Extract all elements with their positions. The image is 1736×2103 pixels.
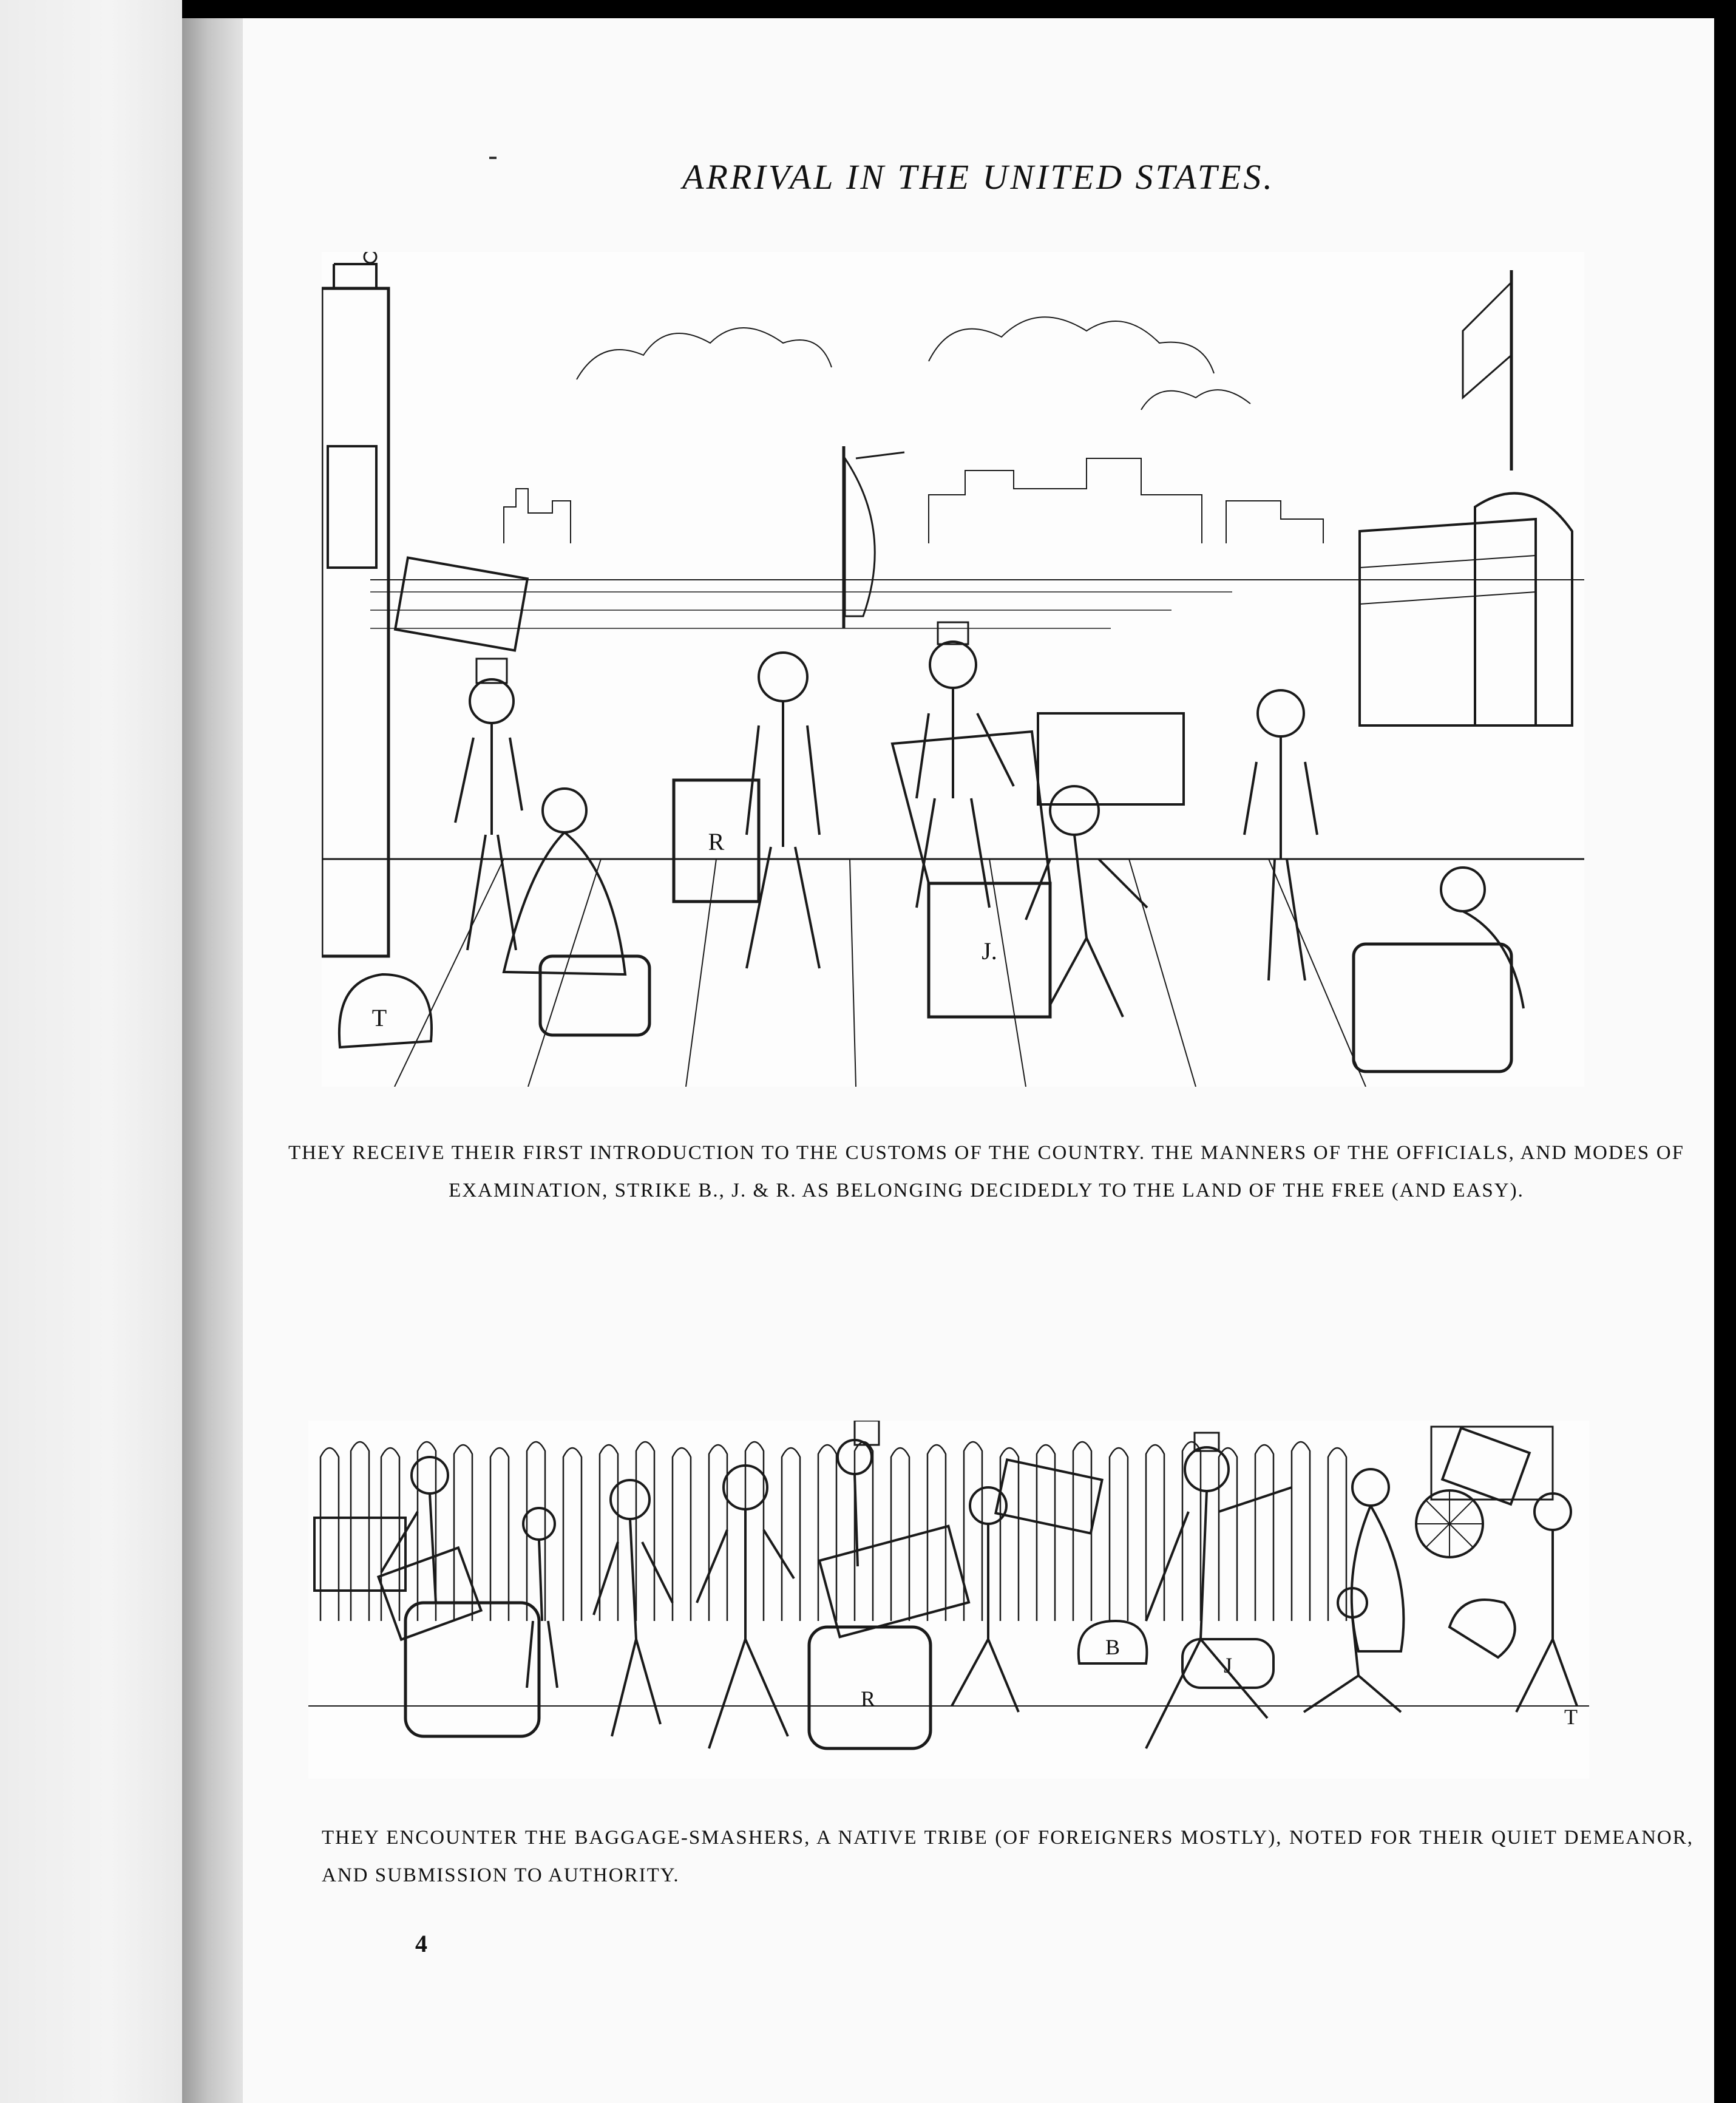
bag-label-t: T [371, 1004, 387, 1031]
caption-baggage-smashers: THEY ENCOUNTER THE BAGGAGE-SMASHERS, A NATIVE TRIBE (OF FOREIGNERS MOSTLY), NOTED FOR THEIR QUIET DEMEANOR, AND SUBMISSION TO AUTHORITY. [322, 1827, 1694, 1886]
facing-page-edge [0, 0, 182, 2103]
signature-t: T [1564, 1705, 1578, 1729]
caption-customs: THEY RECEIVE THEIR FIRST INTRODUCTION TO THE CUSTOMS OF THE COUNTRY. THE MANNERS OF THE OFFICIALS, AND MODES OF EXAMINATION, STRIKE B., J. & R. AS BELONGING DECIDEDLY TO THE LAND OF THE FREE (AND EASY). [288, 1142, 1684, 1201]
page-title: ARRIVAL IN THE UNITED STATES. [682, 157, 1275, 197]
wharf-customs-drawing [322, 252, 1584, 1087]
scan-border-right [1714, 0, 1736, 2103]
bag-label-b: B [1105, 1635, 1121, 1659]
book-page [243, 18, 1714, 2103]
bag-label-j: J [1223, 1653, 1233, 1677]
baggage-smashers-drawing [308, 1421, 1589, 1779]
trunk-label-r: R [860, 1687, 876, 1711]
trunk-label-j: J. [982, 937, 997, 965]
baggage-smashers-engraving [308, 1421, 1589, 1779]
trunk-label-r: R [708, 828, 725, 855]
page-number: 4 [415, 1930, 427, 1957]
wharf-customs-engraving [322, 252, 1584, 1087]
